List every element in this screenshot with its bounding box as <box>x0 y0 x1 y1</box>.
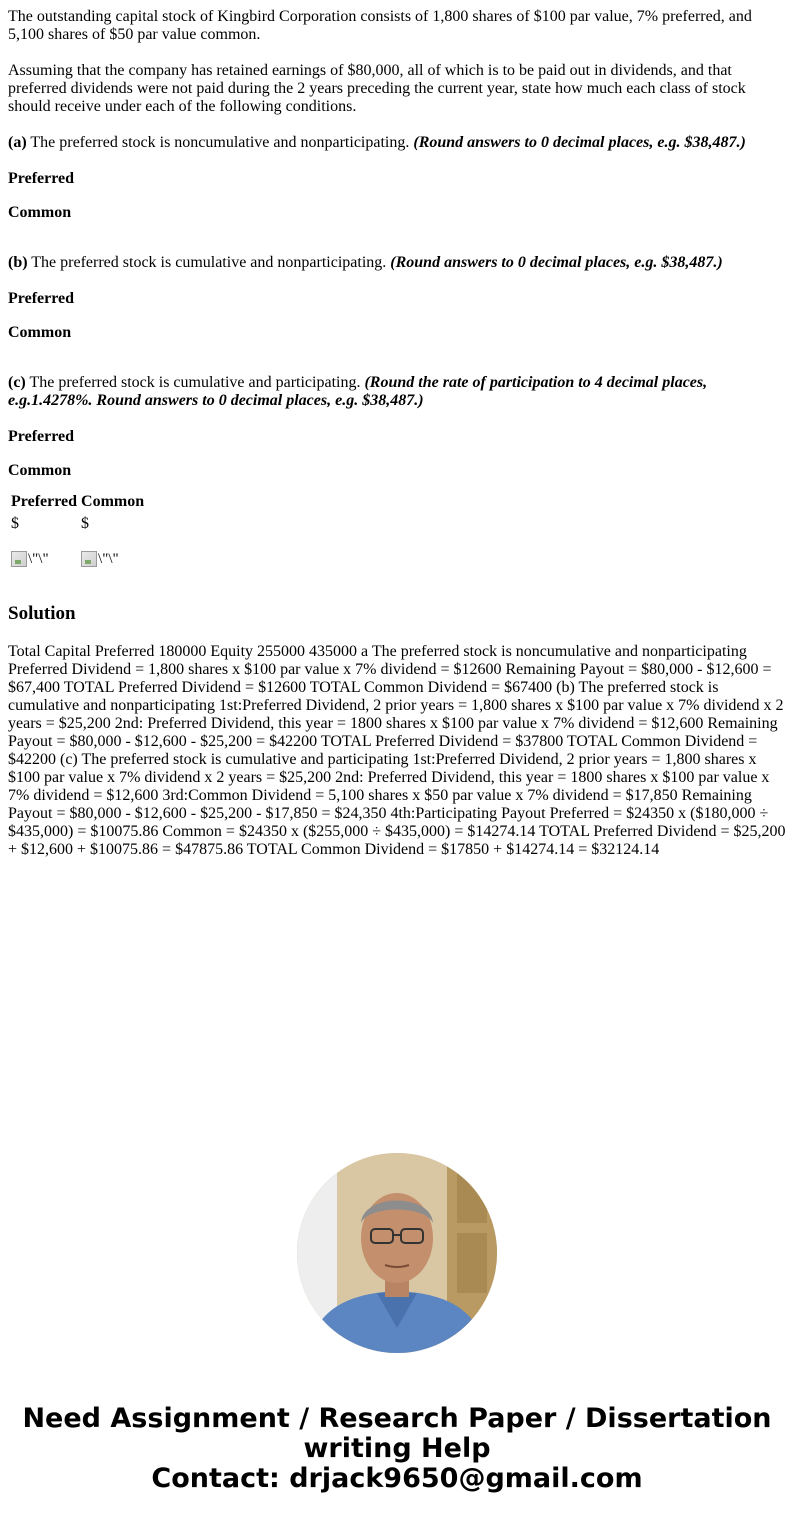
part-c-preferred-label: Preferred <box>8 428 75 445</box>
part-b-instruction: (Round answers to 0 decimal places, e.g. $38,487.) <box>390 254 723 271</box>
broken-image <box>11 551 49 567</box>
part-a <box>8 134 788 222</box>
promo-footer <box>0 1404 794 1494</box>
part-c-common-label: Common <box>8 462 72 479</box>
part-c-instruction: (Round the rate of participation to 4 decimal places, e.g.1.4278%. Round answers to 0 decimal places, e.g. $38,487.) <box>8 374 708 409</box>
broken-image-alt: \"\" <box>98 551 119 567</box>
answer-table-currency-row <box>10 514 145 534</box>
solution-text: Total Capital Preferred 180000 Equity 255000 435000 a The preferred stock is noncumulative and nonparticipating Preferred Dividend = 1,800 shares x $100 par value x 7% dividend = $12600 Remaining Payout = $80,000 - $12,600 = $67,400 TOTAL Preferred Dividend = $12600 TOTAL Common Dividend = $67400 (b) The preferred stock is cumulative and nonparticipating 1st:Preferred Dividend, 2 prior years = 1,800 shares x $100 par value x 7% dividend x 2 years = $25,200 2nd: Preferred Dividend, this year = 1800 shares x $100 par value x 7% dividend = $12,600 Remaining Payout = $80,000 - $12,600 - $25,200 = $42200 TOTAL Preferred Dividend = $37800 TOTAL Common Dividend = $42200 (c) The preferred stock is cumulative and participating 1st:Preferred Dividend, 2 prior years = 1,800 shares x $100 par value x 7% dividend x 2 years = $25,200 2nd: Preferred Dividend, this year = 1800 shares x $100 par value x 7% dividend = $12,600 3rd:Common Dividend = 5,100 shares x $50 par value x 7% dividend = $17,850 Remaining Payout = $80,000 - $12,600 - $25,200 - $17,850 = $24,350 4th:Participating Payout Preferred = $24350 x ($180,000 ÷ $435,000) = $10075.86 Common = $24350 x ($255,000 ÷ $435,000) = $14274.14 TOTAL Preferred Dividend = $25,200 + $12,600 + $10075.86 = $47875.86 TOTAL Common Dividend = $17850 + $14274.14 = $32124.14 <box>8 643 786 858</box>
spacer <box>8 358 788 374</box>
broken-image-alt: \"\" <box>28 551 49 567</box>
solution-heading: Solution <box>8 603 76 624</box>
document-content <box>8 8 788 859</box>
promo-line-2: writing Help <box>303 1433 491 1464</box>
part-a-text: The preferred stock is noncumulative and nonparticipating. <box>26 134 414 151</box>
avatar <box>297 1153 497 1353</box>
promo-line-1: Need Assignment / Research Paper / Dissertation <box>22 1403 772 1434</box>
part-c-text: The preferred stock is cumulative and participating. <box>25 374 365 391</box>
part-a-instruction: (Round answers to 0 decimal places, e.g. $38,487.) <box>413 134 746 151</box>
part-b-common-label: Common <box>8 324 72 341</box>
question-intro: The outstanding capital stock of Kingbird Corporation consists of 1,800 shares of $100 par value, 7% preferred, and 5,100 shares of $50 par value common. <box>8 8 752 43</box>
broken-image-icon <box>11 551 27 567</box>
avatar-portrait-icon <box>297 1153 497 1353</box>
answer-table-currency-preferred: $ <box>11 515 19 532</box>
part-b-label: (b) <box>8 254 28 271</box>
part-b <box>8 254 788 342</box>
spacer <box>8 238 788 254</box>
part-c-label: (c) <box>8 374 26 391</box>
answer-table-header-common: Common <box>81 493 145 510</box>
answer-table-currency-common: $ <box>81 515 90 532</box>
part-a-label: (a) <box>8 134 27 151</box>
part-b-text: The preferred stock is cumulative and nonparticipating. <box>27 254 391 271</box>
part-c <box>8 374 788 480</box>
answer-table-header-preferred: Preferred <box>11 493 78 510</box>
part-c-question <box>8 374 788 410</box>
promo-contact: Contact: drjack9650@gmail.com <box>151 1463 643 1494</box>
part-b-preferred-label: Preferred <box>8 290 75 307</box>
answer-table-image-row <box>10 536 145 573</box>
broken-image-icon <box>81 551 97 567</box>
part-a-common-label: Common <box>8 204 72 221</box>
question-assumption: Assuming that the company has retained earnings of $80,000, all of which is to be paid out in dividends, and that preferred dividends were not paid during the 2 years preceding the current year, state how much each class of stock should receive under each of the following conditions. <box>8 62 746 115</box>
answer-table-header-row <box>10 492 145 512</box>
broken-image <box>81 551 119 567</box>
answer-table <box>8 490 147 575</box>
part-a-question <box>8 134 788 152</box>
part-a-preferred-label: Preferred <box>8 170 75 187</box>
part-b-question <box>8 254 788 272</box>
